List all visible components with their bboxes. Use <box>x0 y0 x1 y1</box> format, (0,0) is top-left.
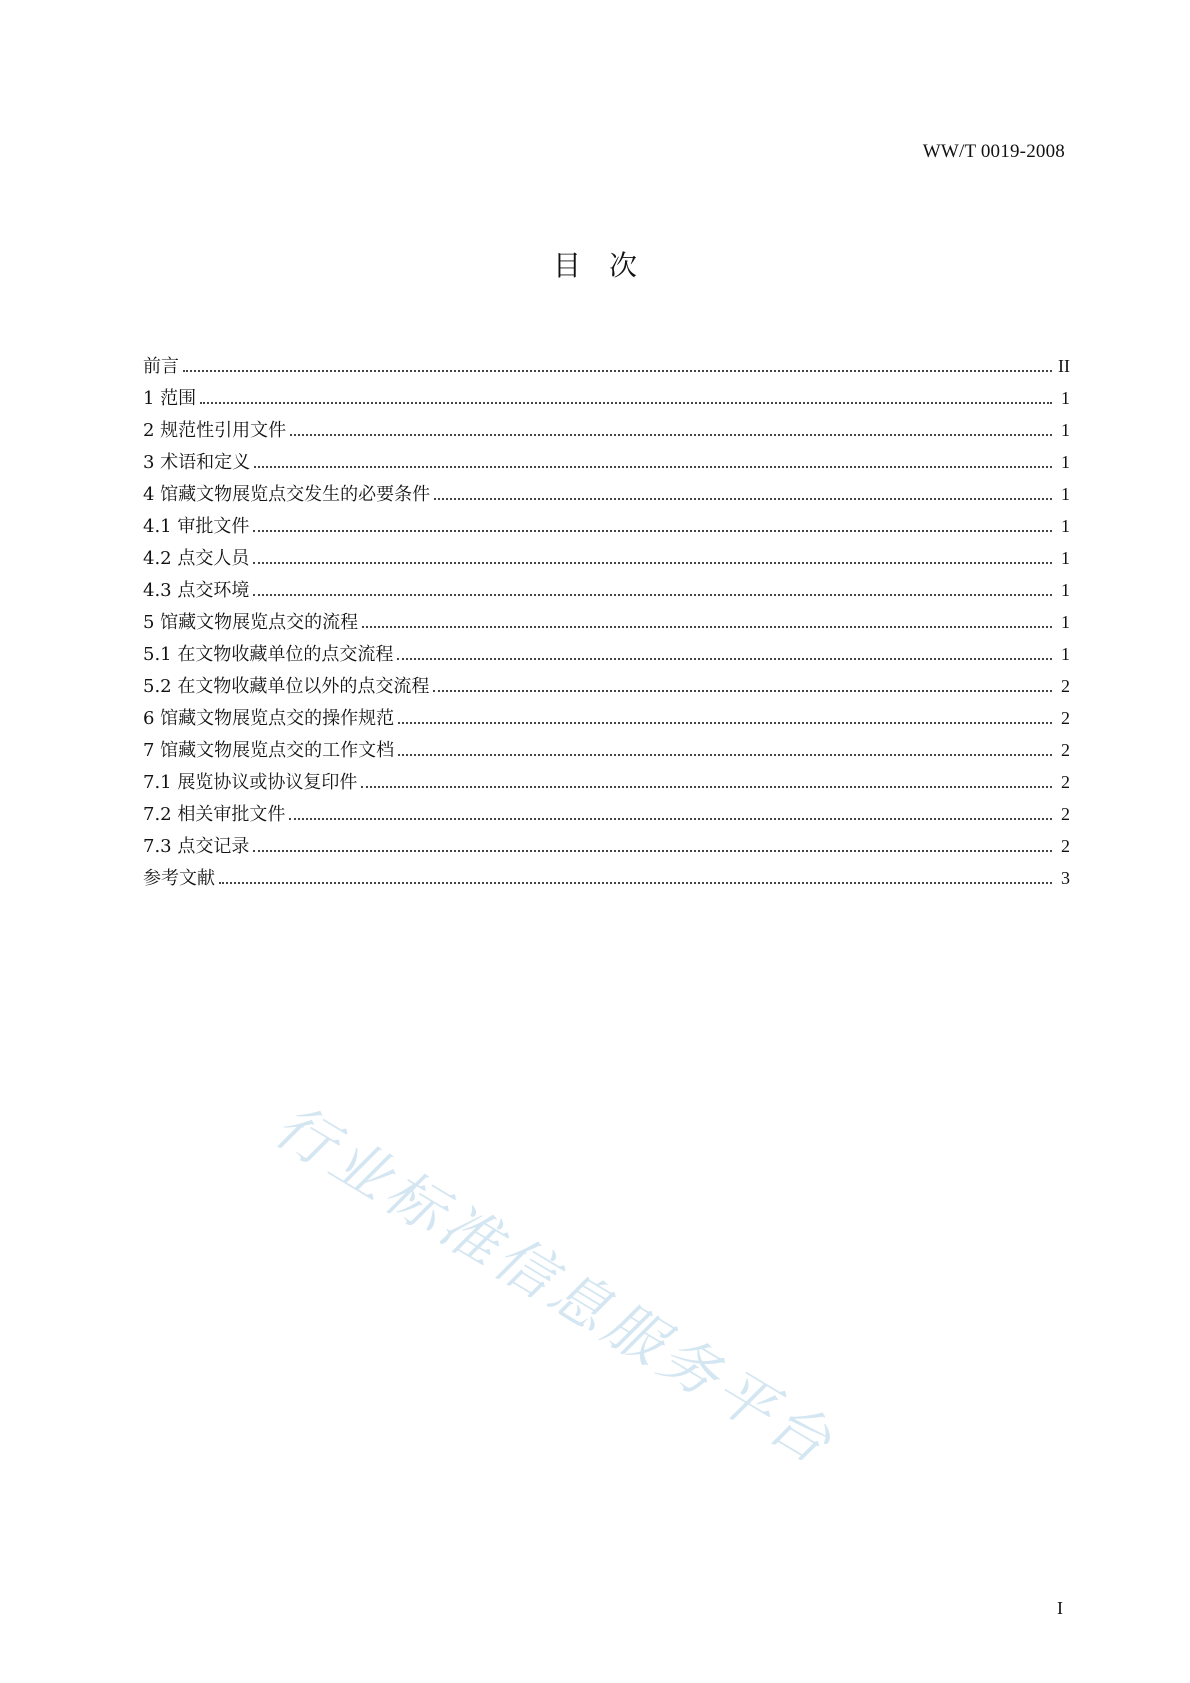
toc-dot-leader <box>398 754 1052 756</box>
toc-entry-page: 1 <box>1061 484 1070 504</box>
toc-dot-leader <box>362 626 1052 628</box>
toc-entry[interactable] <box>143 574 1070 606</box>
toc-entry[interactable] <box>143 414 1070 446</box>
toc-entry[interactable] <box>143 446 1070 478</box>
watermark: 行业标准信息服务平台 <box>263 1091 847 1480</box>
toc-dot-leader <box>433 690 1052 692</box>
toc-dot-leader <box>254 466 1052 468</box>
toc-entry-label: 5.1 在文物收藏单位的点交流程 <box>143 644 394 665</box>
toc-entry-label: 3 术语和定义 <box>143 452 251 473</box>
toc-entry[interactable] <box>143 830 1070 862</box>
toc-entry-label: 4.3 点交环境 <box>143 580 250 601</box>
toc-entry-page: II <box>1058 356 1070 376</box>
document-code: WW/T 0019-2008 <box>922 141 1065 162</box>
toc-entry-label: 4.1 审批文件 <box>143 516 250 537</box>
toc-dot-leader <box>253 562 1052 564</box>
toc-dot-leader <box>289 818 1052 820</box>
toc-entry-label: 5.2 在文物收藏单位以外的点交流程 <box>143 676 430 697</box>
toc-entry[interactable] <box>143 670 1070 702</box>
toc-entry-page: 2 <box>1061 772 1070 792</box>
toc-dot-leader <box>253 850 1052 852</box>
toc-entry-page: 1 <box>1061 420 1070 440</box>
toc-entry-label: 参考文献 <box>143 868 215 889</box>
toc-dot-leader <box>253 594 1052 596</box>
page-number: I <box>1057 1598 1063 1618</box>
toc-entry-label: 5 馆藏文物展览点交的流程 <box>143 612 359 633</box>
toc-dot-leader <box>361 786 1052 788</box>
toc-entry[interactable] <box>143 798 1070 830</box>
toc-entry[interactable] <box>143 702 1070 734</box>
toc-entry-page: 1 <box>1061 516 1070 536</box>
toc-entry-page: 3 <box>1061 868 1070 888</box>
toc-entry[interactable] <box>143 478 1070 510</box>
toc-entry-page: 1 <box>1061 548 1070 568</box>
toc-entry[interactable] <box>143 510 1070 542</box>
toc-entry-label: 7.1 展览协议或协议复印件 <box>143 772 358 793</box>
toc-entry-page: 1 <box>1061 612 1070 632</box>
toc-dot-leader <box>398 722 1052 724</box>
toc-entry[interactable] <box>143 382 1070 414</box>
toc-entry-page: 1 <box>1061 580 1070 600</box>
toc-entry[interactable] <box>143 638 1070 670</box>
toc-entry-label: 4 馆藏文物展览点交发生的必要条件 <box>143 484 431 505</box>
toc-dot-leader <box>253 530 1052 532</box>
toc-entry-label: 6 馆藏文物展览点交的操作规范 <box>143 708 395 729</box>
toc-entry[interactable] <box>143 766 1070 798</box>
toc-entry[interactable] <box>143 606 1070 638</box>
toc-entry[interactable] <box>143 350 1070 382</box>
toc-entry[interactable] <box>143 734 1070 766</box>
toc-entry[interactable] <box>143 542 1070 574</box>
toc-entry-page: 2 <box>1061 836 1070 856</box>
toc-dot-leader <box>397 658 1052 660</box>
toc-entry-label: 2 规范性引用文件 <box>143 420 287 441</box>
toc-dot-leader <box>434 498 1052 500</box>
toc-entry-page: 1 <box>1061 452 1070 472</box>
table-of-contents <box>143 350 1070 894</box>
toc-title: 目次 <box>552 249 665 282</box>
toc-entry-page: 1 <box>1061 644 1070 664</box>
toc-entry-label: 前言 <box>143 356 179 377</box>
toc-dot-leader <box>200 402 1052 404</box>
toc-entry-label: 1 范围 <box>143 388 197 409</box>
toc-entry-label: 7 馆藏文物展览点交的工作文档 <box>143 740 395 761</box>
toc-entry-page: 2 <box>1061 740 1070 760</box>
toc-dot-leader <box>219 882 1052 884</box>
toc-entry-label: 7.3 点交记录 <box>143 836 250 857</box>
toc-entry-label: 4.2 点交人员 <box>143 548 250 569</box>
toc-dot-leader <box>183 370 1052 372</box>
toc-entry-page: 2 <box>1061 804 1070 824</box>
toc-entry[interactable] <box>143 862 1070 894</box>
toc-entry-page: 2 <box>1061 708 1070 728</box>
toc-entry-label: 7.2 相关审批文件 <box>143 804 286 825</box>
toc-entry-page: 1 <box>1061 388 1070 408</box>
toc-dot-leader <box>290 434 1052 436</box>
toc-entry-page: 2 <box>1061 676 1070 696</box>
